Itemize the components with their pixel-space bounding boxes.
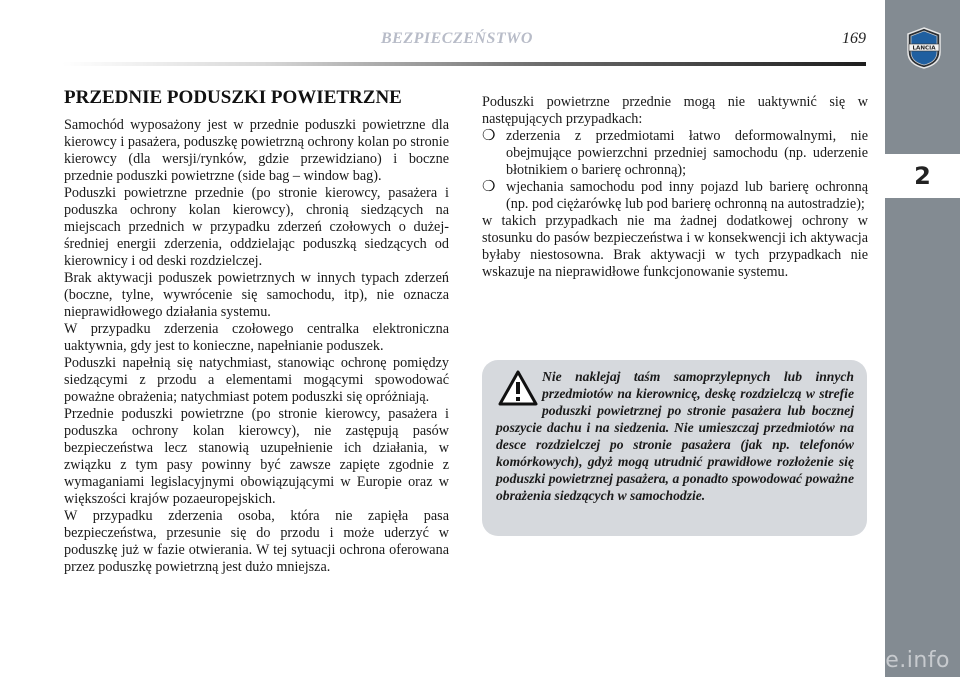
section-heading: PRZEDNIE PODUSZKI POWIETRZNE: [64, 87, 402, 108]
bullet-circle-icon: ❍: [482, 179, 496, 195]
warning-text-block: [496, 368, 854, 504]
paragraph: W przypadku zderzenia osoba, która nie zapięła pasa bezpieczeństwa, przesunie się do przodu i może uderzyć w poduszkę już w fazie otwierania. W tej sytuacji ochrona oferowana przez poduszkę powietrzną jest dużo mniejsza.: [64, 508, 449, 575]
paragraph: Poduszki napełnią się natychmiast, stanowiąc ochronę pomiędzy siedzącymi z przodu a elementami mogącymi spowodować poważne obrażenia; natychmiast potem poduszki się opróżniają.: [64, 355, 449, 405]
paragraph: Samochód wyposażony jest w przednie poduszki powietrzne dla kierowcy i pasażera, poduszkę powietrzną ochrony kolan po stronie kierowcy (dla wersji/rynków, gdzie przewidziano) i boczne przednie poduszki powietrzne (side bag – window bag).: [64, 117, 449, 184]
footer-watermark: carmanualsonline.info: [696, 648, 950, 673]
left-column: [64, 86, 449, 576]
warning-text: Nie naklejaj taśm samoprzylepnych lub innych przedmiotów na kierownicę, deskę rozdzielczą w strefie poduszki powietrznej po stronie pasażera lub bocznej poszycie dachu i na siedzenia. Nie umieszczaj przedmiotów na desce rozdzielczej po stronie pasażera (jak np. telefonów komórkowych), gdyż mogą utrudnić prawidłowe rozłożenie się poduszki powietrznej pasażera, a ponadto spowodować poważne obrażenia siedzących w samochodzie.: [496, 369, 854, 503]
list-item-text: zderzenia z przedmiotami łatwo deformowalnymi, nie obejmujące powierzchni przedniej samochodu (np. uderzenie błotnikiem o barierę ochronną);: [506, 128, 868, 178]
bullet-circle-icon: ❍: [482, 128, 496, 144]
warning-box: [482, 360, 867, 536]
paragraph: Przednie poduszki powietrzne (po stronie kierowcy, pasażera i poduszka ochrony kolan kierowcy), nie zastępują pasów bezpieczeństwa lecz stanowią uzupełnienie ich działania, w związku z tym pasy powinny być zawsze zapięte zgodnie z wymaganiami legislacyjnymi obowiązującymi w Europie oraz w większości krajów pozaeuropejskich.: [64, 406, 449, 507]
page-number: 169: [842, 30, 866, 47]
paragraph: W przypadku zderzenia czołowego centralka elektroniczna uaktywnia, gdy jest to konieczne, napełnianie poduszek.: [64, 321, 449, 354]
intro-paragraph: Poduszki powietrzne przednie mogą nie uaktywnić się w następujących przypadkach:: [482, 94, 868, 127]
closing-paragraph: w takich przypadkach nie ma żadnej dodatkowej ochrony w stosunku do pasów bezpieczeństwa i w konsekwencji ich aktywacja byłaby niestosowna. Brak aktywacji w tych przypadkach nie wskazuje na nieprawidłowe funkcjonowanie systemu.: [482, 213, 868, 280]
chapter-sidebar: [885, 0, 960, 677]
lancia-logo-icon: [904, 26, 944, 70]
list-item: [482, 128, 868, 179]
running-header-title: BEZPIECZEŃSTWO: [381, 30, 533, 47]
logo-wordmark: LANCIA: [912, 45, 936, 52]
header-rule: [62, 62, 866, 66]
list-item: [482, 179, 868, 213]
chapter-number-tab[interactable]: 2: [885, 154, 960, 198]
paragraph: Poduszki powietrzne przednie (po stronie kierowcy, pasażera i poduszka ochrony kolan kierowcy), chronią siedzących na miejscach przednich w przypadku zderzeń czołowych o dużej-średniej energii zderzenia, oddzielając poduszką siedzących od kierownicy i od deski rozdzielczej.: [64, 185, 449, 269]
paragraph: Brak aktywacji poduszek powietrznych w innych typach zderzeń (boczne, tylne, wywrócenie się samochodu, itp), nie oznacza nieprawidłowego działania systemu.: [64, 270, 449, 320]
right-column: [482, 94, 868, 281]
list-item-text: wjechania samochodu pod inny pojazd lub barierę ochronną (np. pod ciężarówkę lub pod barierę ochronną na autostradzie);: [506, 179, 868, 212]
bullet-list: [482, 128, 868, 213]
